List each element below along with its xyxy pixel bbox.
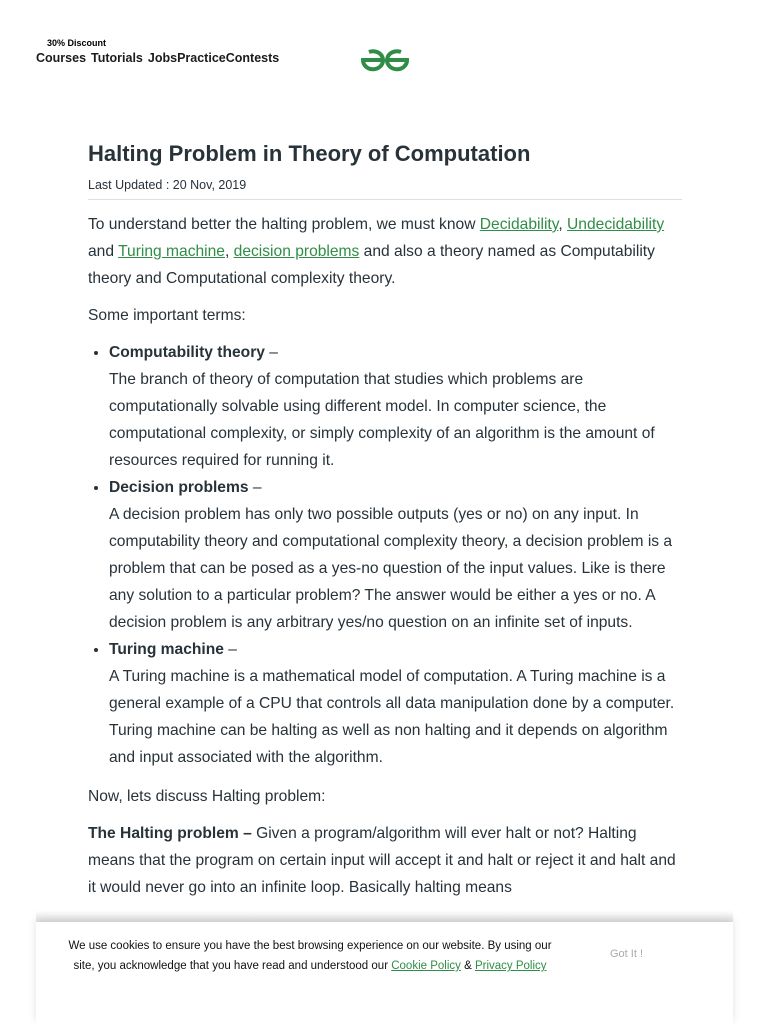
nav-tutorials[interactable]: Tutorials [91,51,143,65]
cookie-message: We use cookies to ensure you have the best browsing experience on our website. By using our site, you acknowledge that you have read and understood our [68,940,552,972]
term-description: A Turing machine is a mathematical model of computation. A Turing machine is a general example of a CPU that controls all data manipulation done by a computer. Turing machine can be halting as well as non halting and it depends on algorithm and input associated with the algorithm. [109,668,675,766]
cookie-policy-link[interactable]: Cookie Policy [391,960,461,972]
intro-text: To understand better the halting problem, we must know [88,216,480,233]
intro-text: and also a theory named as Computability theory and Computational complexity theory. [88,243,655,287]
term-dash: – [264,344,278,361]
term-dash: – [248,479,262,496]
discount-badge[interactable]: 30% Discount [47,38,107,48]
intro-text: and [88,243,119,260]
link-undecidability[interactable]: Undecidability [567,216,665,233]
nav-courses[interactable]: Courses [36,51,87,65]
nav-links [36,51,279,65]
term-title: Turing machine [109,641,224,658]
intro-text: , [558,216,568,233]
list-item [109,339,682,474]
intro-paragraph [88,211,682,292]
cookie-text [60,936,560,976]
terms-list [88,339,682,771]
cookie-amp: & [460,960,475,972]
list-item [109,474,682,636]
list-item [109,636,682,771]
top-nav [0,0,768,80]
halting-text: Given a program/algorithm will ever halt or not? Halting means that the program on certain input will accept it and halt or reject it and halt and it would never go into an infinite loop. Basically halting means [88,825,676,896]
halting-paragraph [88,820,682,901]
terms-intro: Some important terms: [88,307,246,324]
discuss-paragraph: Now, lets discuss Halting problem: [88,788,326,805]
last-updated: Last Updated : 20 Nov, 2019 [88,178,247,192]
link-turing-machine[interactable]: Turing machine [118,243,225,260]
nav-contests[interactable]: Contests [225,51,280,65]
gfg-logo-icon[interactable] [359,47,411,73]
halting-bold: The Halting problem – [88,825,252,842]
term-description: The branch of theory of computation that studies which problems are computationally solvable using different model. In computer science, the computational complexity, or simply complexity of an algorithm is the amount of resources required for running it. [109,371,655,469]
article [88,138,682,901]
article-content [88,211,682,901]
term-dash: – [223,641,237,658]
term-description: A decision problem has only two possible outputs (yes or no) on any input. In computability theory and computational complexity theory, a decision problem is a problem that can be posed as a yes-no question of the input values. Like is there any solution to a particular problem? The answer would be either a yes or no. A decision problem is any arbitrary yes/no question on an infinite set of inputs. [109,506,673,631]
divider [88,199,682,200]
intro-text: , [224,243,234,260]
got-it-button[interactable]: Got It ! [610,948,644,960]
privacy-policy-link[interactable]: Privacy Policy [474,960,547,972]
term-title: Computability theory [109,344,265,361]
link-decidability[interactable]: Decidability [479,216,559,233]
nav-jobs[interactable]: Jobs [147,51,178,65]
page-title: Halting Problem in Theory of Computation [88,141,531,166]
term-title: Decision problems [109,479,249,496]
nav-practice[interactable]: Practice [177,51,226,65]
cookie-banner [36,922,733,1024]
link-decision-problems[interactable]: decision problems [233,243,360,260]
